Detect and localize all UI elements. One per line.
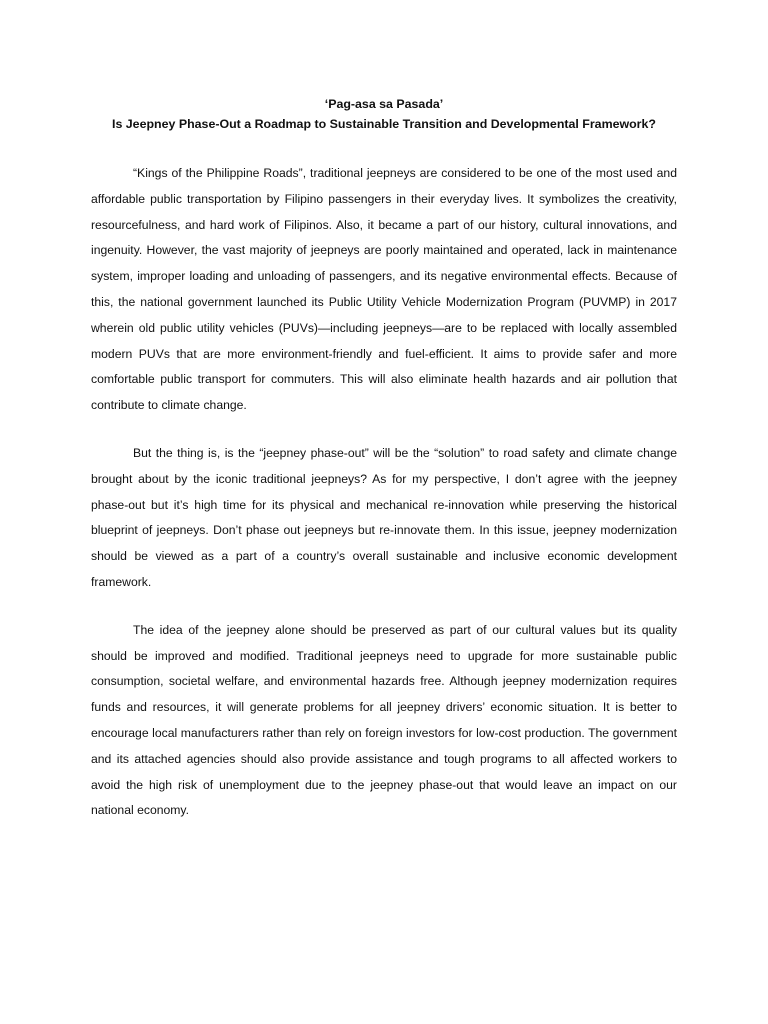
paragraph-1: “Kings of the Philippine Roads”, traditional jeepneys are considered to be one of the most used and affordable public transportation by Filipino passengers in their everyday lives. It symbolizes the creativity, resourcefulness, and hard work of Filipinos. Also, it became a part of our history, cultural innovations, and ingenuity. However, the vast majority of jeepneys are poorly maintained and operated, lack in maintenance system, improper loading and unloading of passengers, and its negative environmental effects. Because of this, the national government launched its Public Utility Vehicle Modernization Program (PUVMP) in 2017 wherein old public utility vehicles (PUVs)—including jeepneys—are to be replaced with locally assembled modern PUVs that are more environment-friendly and fuel-efficient. It aims to provide safer and more comfortable public transport for commuters. This will also eliminate health hazards and air pollution that contribute to climate change. bbox=[91, 166, 677, 413]
paragraph-2: But the thing is, is the “jeepney phase-out” will be the “solution” to road safety and climate change brought about by the iconic traditional jeepneys? As for my perspective, I don’t agree with the jeepney phase-out but it’s high time for its physical and mechanical re-innovation while preserving the historical blueprint of jeepneys. Don’t phase out jeepneys but re-innovate them. In this issue, jeepney modernization should be viewed as a part of a country’s overall sustainable and inclusive economic development framework. bbox=[91, 445, 677, 589]
document-title bbox=[90, 94, 678, 134]
title-line-1: ‘Pag-asa sa Pasada’ bbox=[324, 97, 444, 111]
document-body bbox=[91, 161, 677, 846]
paragraph-3: The idea of the jeepney alone should be preserved as part of our cultural values but its quality should be improved and modified. Traditional jeepneys need to upgrade for more sustainable public consumption, societal welfare, and environmental hazards free. Although jeepney modernization requires funds and resources, it will generate problems for all jeepney drivers’ economic situation. It is better to encourage local manufacturers rather than rely on foreign investors for low-cost production. The government and its attached agencies should also provide assistance and tough programs to all affected workers to avoid the high risk of unemployment due to the jeepney phase-out that would leave an impact on our national economy. bbox=[91, 622, 677, 818]
title-line-2: Is Jeepney Phase-Out a Roadmap to Sustainable Transition and Developmental Framework? bbox=[112, 117, 656, 131]
